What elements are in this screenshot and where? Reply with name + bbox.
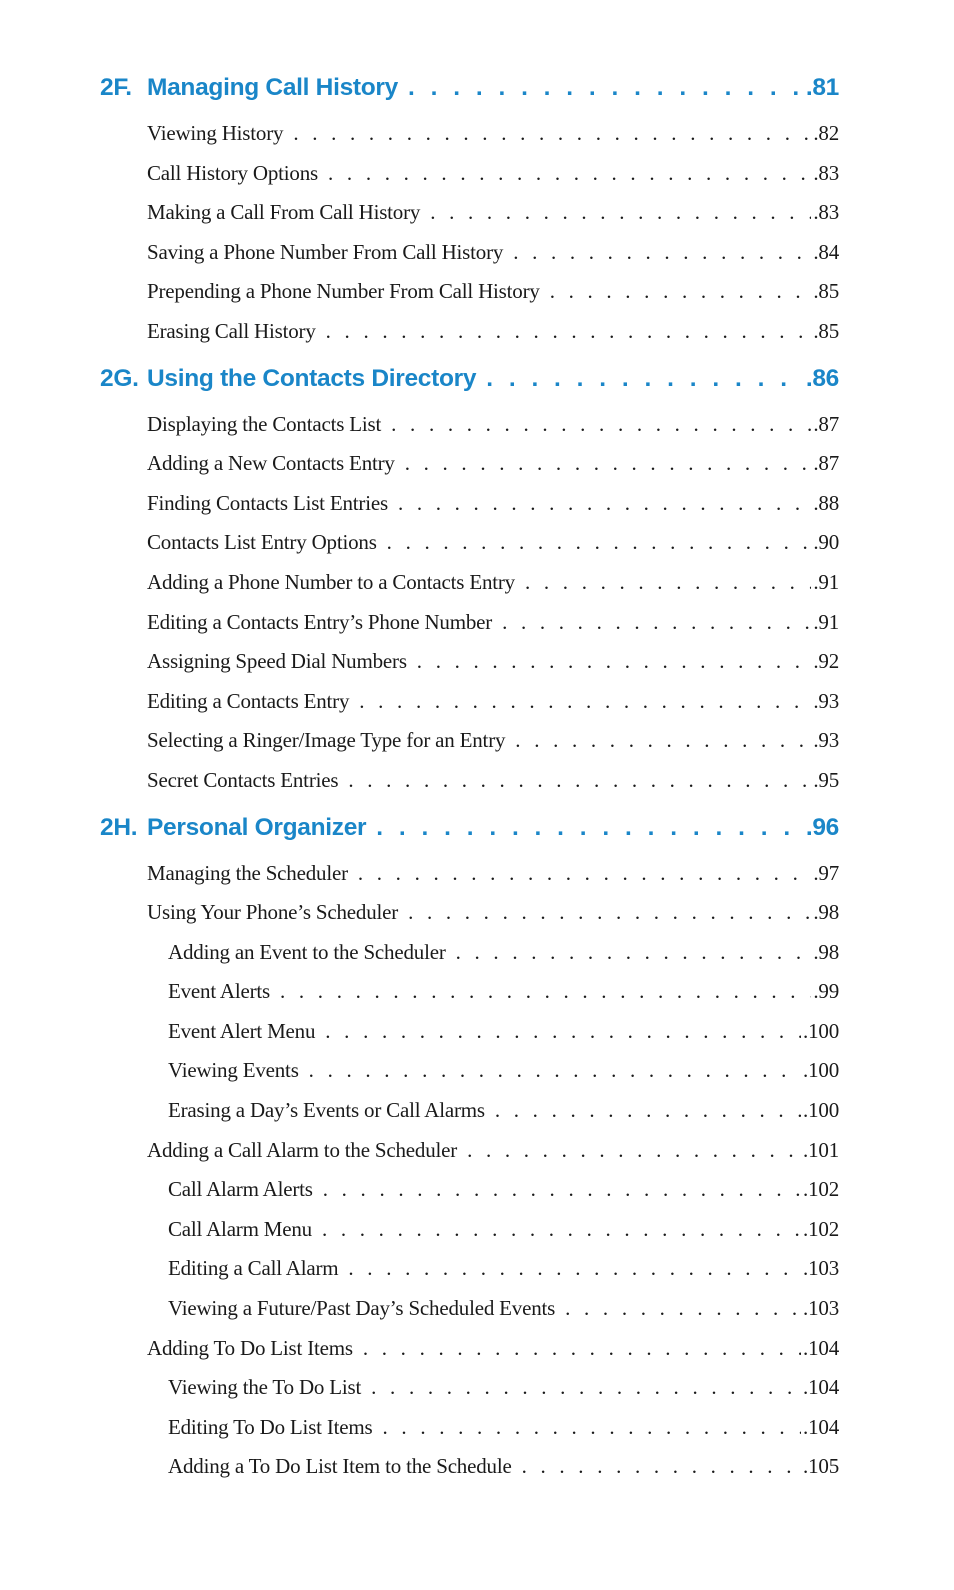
entry-title: Selecting a Ringer/Image Type for an Entry (147, 728, 506, 753)
dot-leader (359, 689, 811, 714)
entry-page: .104 (803, 1335, 839, 1360)
dot-leader (326, 319, 812, 344)
dot-leader (348, 768, 811, 793)
entry-title: Prepending a Phone Number From Call History (147, 279, 540, 304)
entry-page: .100 (803, 1058, 839, 1083)
entry-page: .102 (803, 1216, 839, 1241)
entry-title: Erasing a Day’s Events or Call Alarms (168, 1098, 485, 1123)
dot-leader (376, 814, 804, 842)
toc-subentry[interactable] (168, 1019, 839, 1059)
entry-title: Event Alerts (168, 979, 270, 1004)
entry-title: Adding a New Contacts Entry (147, 451, 395, 476)
dot-leader (486, 365, 804, 393)
toc-subentry[interactable] (168, 1217, 839, 1257)
dot-leader (408, 900, 811, 925)
toc-chapter-2g[interactable] (100, 359, 839, 412)
entry-title: Adding a Phone Number to a Contacts Entry (147, 569, 515, 594)
chapter-page: .86 (805, 364, 839, 392)
toc-subentry[interactable] (168, 1375, 839, 1415)
toc-subentry[interactable] (168, 1454, 839, 1494)
toc-entry[interactable] (147, 728, 839, 768)
entry-title: Erasing Call History (147, 318, 316, 343)
entry-page: .83 (813, 160, 839, 185)
entry-page: .97 (813, 860, 839, 885)
toc-subentry[interactable] (168, 940, 839, 980)
dot-leader (280, 979, 811, 1004)
toc-entry[interactable] (147, 451, 839, 491)
toc-chapter-2h[interactable] (100, 808, 839, 861)
entry-page: .85 (813, 318, 839, 343)
entry-title: Using Your Phone’s Scheduler (147, 900, 399, 925)
toc-entry[interactable] (147, 570, 839, 610)
toc-chapter-2f[interactable] (100, 68, 839, 121)
dot-leader (502, 610, 811, 635)
toc-entry[interactable] (147, 279, 839, 319)
entry-page: .98 (813, 939, 839, 964)
entry-page: .91 (813, 569, 839, 594)
dot-leader (358, 861, 811, 886)
entry-title: Making a Call From Call History (147, 200, 421, 225)
entry-page: .82 (813, 121, 839, 145)
entry-title: Secret Contacts Entries (147, 767, 339, 792)
entry-title: Editing a Contacts Entry’s Phone Number (147, 609, 493, 634)
entry-title: Adding an Event to the Scheduler (168, 939, 446, 964)
chapter-page: .96 (805, 813, 839, 841)
entry-title: Adding a To Do List Item to the Schedule (168, 1454, 512, 1479)
entry-page: .100 (803, 1098, 839, 1123)
chapter-page: .81 (805, 74, 839, 101)
toc-subentry[interactable] (168, 1177, 839, 1217)
toc-entry[interactable] (147, 200, 839, 240)
toc-entry[interactable] (147, 240, 839, 280)
dot-leader (348, 1256, 801, 1281)
dot-leader (405, 451, 812, 476)
entry-page: .93 (813, 688, 839, 713)
entry-title: Finding Contacts List Entries (147, 490, 388, 515)
dot-leader (325, 1019, 801, 1044)
dot-leader (383, 1415, 802, 1440)
entry-page: .83 (813, 200, 839, 225)
dot-leader (323, 1177, 801, 1202)
dot-leader (467, 1138, 801, 1163)
entry-title: Call History Options (147, 160, 319, 185)
dot-leader (522, 1454, 801, 1479)
toc-entry[interactable] (147, 900, 839, 940)
entry-title: Viewing Events (168, 1058, 299, 1083)
toc-subentry[interactable] (168, 1296, 839, 1336)
toc-entry[interactable] (147, 161, 839, 201)
entry-page: .103 (803, 1256, 839, 1281)
chapter-number: 2G. (100, 364, 139, 392)
entry-title: Editing To Do List Items (168, 1414, 373, 1439)
toc-subentry[interactable] (168, 1058, 839, 1098)
entry-page: .92 (813, 649, 839, 674)
toc-entry[interactable] (147, 412, 839, 452)
entry-page: .87 (813, 451, 839, 476)
entry-page: .87 (813, 411, 839, 436)
chapter-title: Personal Organizer (147, 813, 367, 841)
entry-page: .103 (803, 1296, 839, 1321)
entry-page: .88 (813, 490, 839, 515)
entry-title: Viewing History (147, 121, 284, 145)
entry-title: Editing a Contacts Entry (147, 688, 350, 713)
table-of-contents (0, 68, 954, 1494)
entry-page: .100 (803, 1018, 839, 1043)
entry-title: Managing the Scheduler (147, 860, 348, 885)
dot-leader (363, 1336, 801, 1361)
dot-leader (495, 1098, 801, 1123)
dot-leader (513, 240, 811, 265)
chapter-title: Using the Contacts Directory (147, 364, 477, 392)
entry-title: Contacts List Entry Options (147, 530, 377, 555)
entry-page: .93 (813, 728, 839, 753)
chapter-title: Managing Call History (147, 74, 398, 101)
toc-entry[interactable] (147, 861, 839, 901)
toc-subentry[interactable] (168, 979, 839, 1019)
entry-page: .104 (803, 1414, 839, 1439)
entry-title: Call Alarm Menu (168, 1216, 312, 1241)
toc-entry[interactable] (147, 491, 839, 531)
entry-page: .105 (803, 1454, 839, 1479)
entry-title: Adding To Do List Items (147, 1335, 353, 1360)
dot-leader (398, 491, 811, 516)
dot-leader (515, 728, 811, 753)
entry-page: .101 (803, 1137, 839, 1162)
entry-title: Adding a Call Alarm to the Scheduler (147, 1137, 458, 1162)
dot-leader (565, 1296, 801, 1321)
toc-subentry[interactable] (168, 1415, 839, 1455)
dot-leader (322, 1217, 801, 1242)
entry-title: Viewing a Future/Past Day’s Scheduled Events (168, 1296, 556, 1321)
toc-entry[interactable] (147, 649, 839, 689)
entry-page: .102 (803, 1177, 839, 1202)
toc-entry[interactable] (147, 530, 839, 570)
entry-title: Saving a Phone Number From Call History (147, 239, 504, 264)
entry-page: .104 (803, 1375, 839, 1400)
toc-entry[interactable] (147, 610, 839, 650)
entry-page: .99 (813, 979, 839, 1004)
dot-leader (550, 279, 812, 304)
entry-title: Call Alarm Alerts (168, 1177, 313, 1202)
chapter-number: 2F. (100, 74, 132, 101)
dot-leader (309, 1058, 801, 1083)
entry-title: Assigning Speed Dial Numbers (147, 649, 407, 674)
entry-page: .85 (813, 279, 839, 304)
toc-entry[interactable] (147, 121, 839, 161)
dot-leader (408, 74, 804, 102)
entry-title: Displaying the Contacts List (147, 411, 382, 436)
toc-entry[interactable] (147, 768, 839, 808)
toc-subentry[interactable] (168, 1098, 839, 1138)
dot-leader (387, 530, 812, 555)
dot-leader (328, 161, 811, 186)
toc-entry[interactable] (147, 1138, 839, 1178)
toc-entry[interactable] (147, 1336, 839, 1376)
toc-entry[interactable] (147, 689, 839, 729)
entry-page: .95 (813, 767, 839, 792)
dot-leader (430, 200, 811, 225)
dot-leader (456, 940, 812, 965)
chapter-number: 2H. (100, 813, 138, 841)
toc-subentry[interactable] (168, 1256, 839, 1296)
entry-title: Viewing the To Do List (168, 1375, 362, 1400)
dot-leader (417, 649, 812, 674)
entry-page: .84 (813, 239, 839, 264)
dot-leader (525, 570, 811, 595)
dot-leader (371, 1375, 801, 1400)
dot-leader (293, 121, 811, 146)
entry-title: Editing a Call Alarm (168, 1256, 339, 1281)
entry-page: .98 (813, 900, 839, 925)
entry-page: .91 (813, 609, 839, 634)
toc-entry[interactable] (147, 319, 839, 359)
entry-title: Event Alert Menu (168, 1018, 316, 1043)
entry-page: .90 (813, 530, 839, 555)
dot-leader (391, 412, 811, 437)
